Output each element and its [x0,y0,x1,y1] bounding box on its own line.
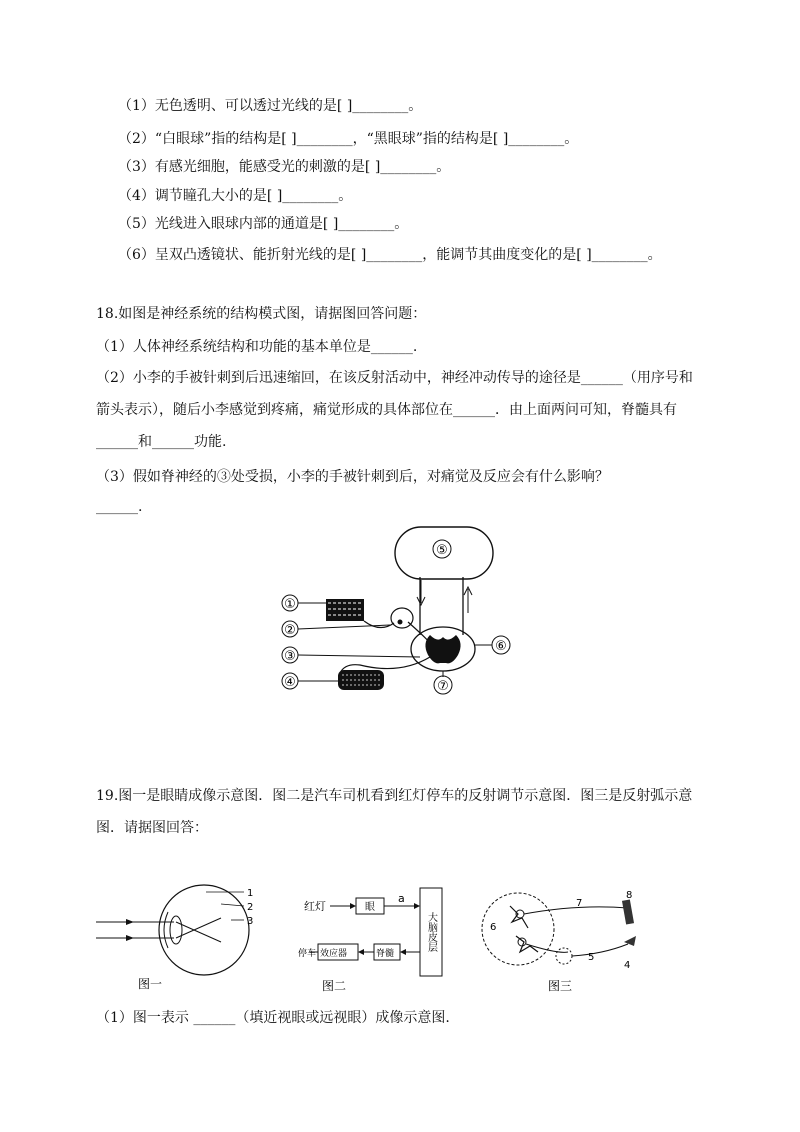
q19-sub-1: （1）图一表示 ______（填近视眼或远视眼）成像示意图. [96,1010,450,1026]
q18-line-6: ______. [96,499,143,515]
q19-title-line-1: 19.图一是眼睛成像示意图．图二是汽车司机看到红灯停车的反射调节示意图．图三是反射弧示意 [96,788,693,804]
nervous-system-figure [280,525,520,705]
fig2-effector: 效应器 [320,949,348,959]
q17-item-6: （6）呈双凸透镜状、能折射光线的是[ ]________，能调节其曲度变化的是[ ]________。 [118,247,662,263]
fig1-label-1: 1 [247,888,254,899]
q18-line-1: （1）人体神经系统结构和功能的基本单位是______. [96,339,418,355]
q18-line-2: （2）小李的手被针刺到后迅速缩回，在该反射活动中，神经冲动传导的途径是______（用序号和 [96,370,693,386]
label-2: ② [284,623,296,638]
fig2-caption: 图二 [322,979,347,993]
fig3-label-7: 7 [576,898,583,909]
fig1-label-2: 2 [247,902,254,913]
fig1-caption: 图一 [138,977,163,991]
q17-item-2: （2）“白眼球”指的结构是[ ]________，“黑眼球”指的结构是[ ]________。 [118,131,579,147]
q17-item-1: （1）无色透明、可以透过光线的是[ ]________。 [118,98,423,114]
fig3-receptor [622,899,634,924]
fig3-caption: 图三 [548,979,573,993]
eye-imaging-figure [96,880,266,995]
q18-line-3: 箭头表示），随后小李感觉到疼痛，痛觉形成的具体部位在______．由上面两问可知，脊髓具有 [96,402,677,418]
q19-title-line-2: 图．请据图回答： [96,820,208,836]
q17-item-4: （4）调节瞳孔大小的是[ ]________。 [118,188,353,204]
q18-line-4: ______和______功能. [96,434,227,450]
q17-item-5: （5）光线进入眼球内部的通道是[ ]________。 [118,216,409,232]
fig3-label-4: 4 [624,960,631,971]
eyeball-shape [159,885,249,975]
label-5: ⑤ [436,543,448,558]
fig2-arrow-a: a [398,892,405,905]
receptor-shape [326,599,364,621]
label-1: ① [284,597,296,612]
label-7: ⑦ [437,679,449,694]
fig3-label-6: 6 [490,922,497,933]
q18-title: 18.如图是神经系统的结构模式图，请据图回答问题： [96,306,427,322]
label-3: ③ [284,649,296,664]
fig2-stop: 停车 [298,949,317,959]
q18-line-5: （3）假如脊神经的③处受损，小李的手被针刺到后，对痛觉及反应会有什么影响？ [96,469,609,485]
reflex-arc-figure [478,884,648,996]
reflex-flowchart-figure [300,882,460,997]
fig2-brain: 大脑皮层 [425,912,437,952]
effector-shape [338,670,384,690]
fig3-label-8: 8 [626,890,633,901]
fig3-label-5: 5 [588,952,595,963]
fig2-eye: 眼 [365,902,375,913]
fig1-label-3: 3 [247,916,254,927]
label-4: ④ [284,675,296,690]
q17-item-3: （3）有感光细胞，能感受光的刺激的是[ ]________。 [118,159,451,175]
label-6: ⑥ [495,639,507,654]
fig2-red-light: 红灯 [304,900,326,913]
fig2-spinal: 脊髓 [376,949,395,959]
